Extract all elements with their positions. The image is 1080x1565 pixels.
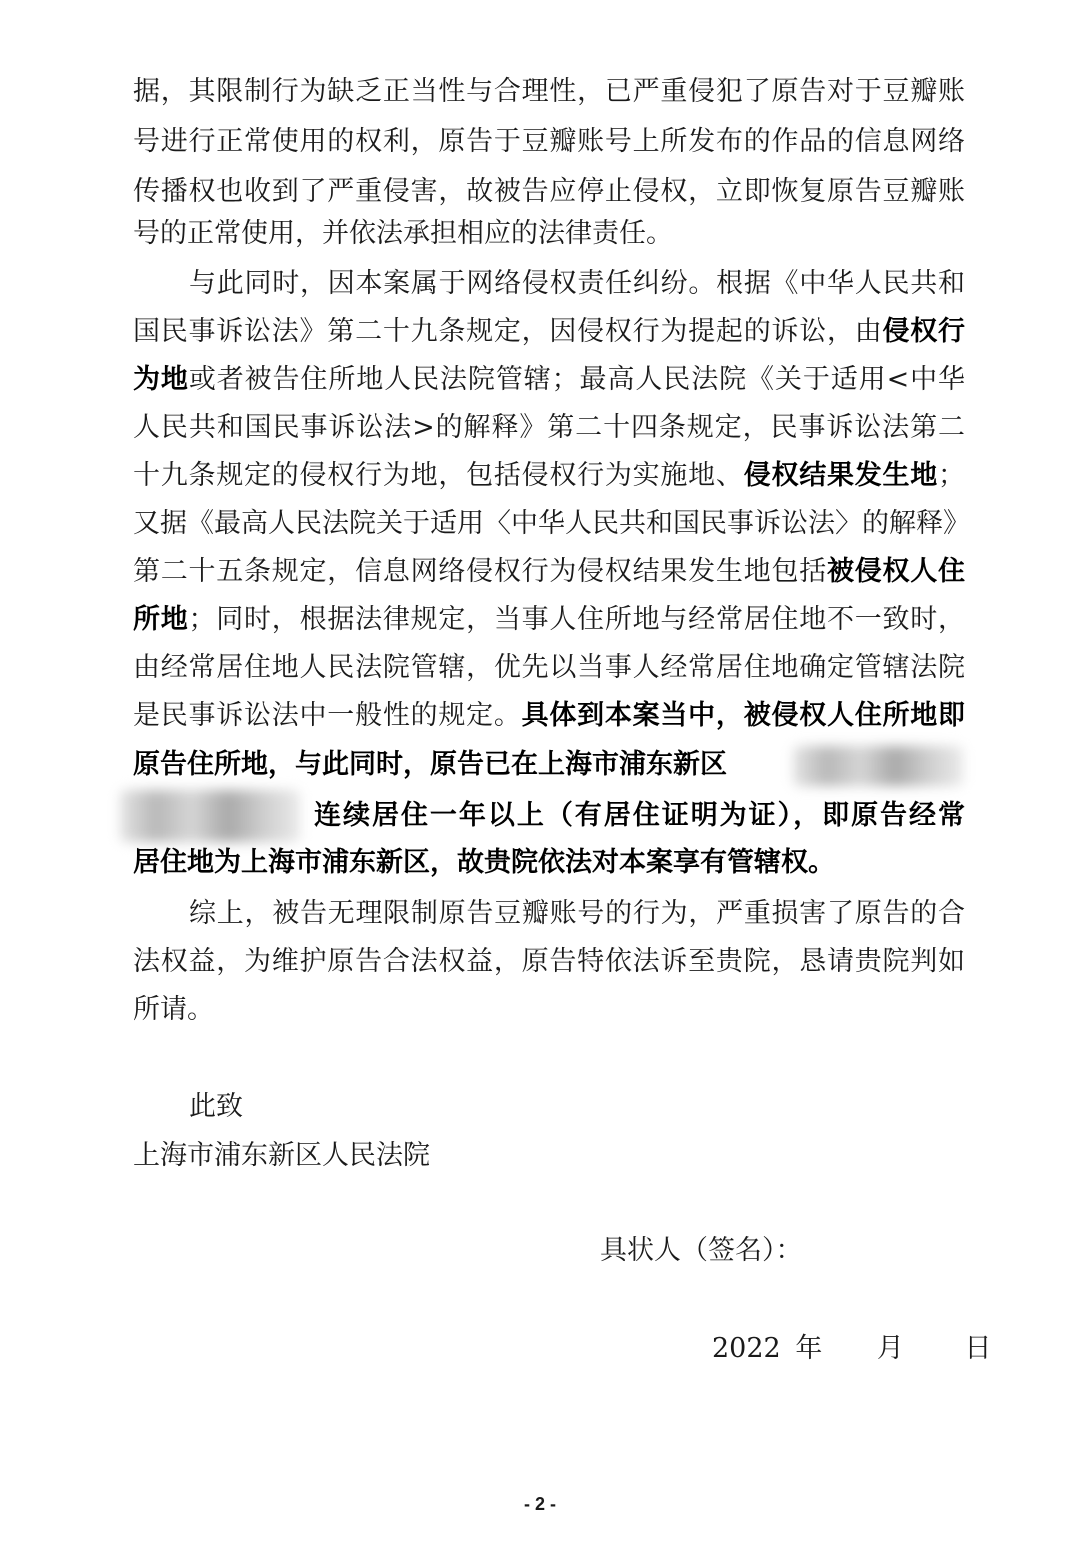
redacted-address	[793, 746, 963, 786]
date-year: 2022	[712, 1333, 781, 1364]
body-line: 原告住所地，与此同时，原告已在上海市浦东新区	[133, 749, 727, 780]
date-year-label: 年	[795, 1333, 823, 1364]
body-line: 据，其限制行为缺乏正当性与合理性，已严重侵犯了原告对于豆瓣账	[133, 76, 965, 107]
body-line: 连续居住一年以上（有居住证明为证），即原告经常	[314, 800, 965, 831]
body-line	[133, 605, 965, 635]
date-line	[712, 1334, 992, 1364]
body-line: 号进行正常使用的权利，原告于豆瓣账号上所发布的作品的信息网络	[133, 126, 965, 157]
body-line: 号的正常使用，并依法承担相应的法律责任。	[133, 218, 673, 249]
text-run: 第二十五条规定，信息网络侵权行为侵权结果发生地包括	[133, 556, 827, 587]
signature-label: 具状人（签名）：	[600, 1235, 803, 1266]
body-line: 由经常居住地人民法院管辖，优先以当事人经常居住地确定管辖法院	[133, 652, 965, 683]
body-line	[133, 365, 965, 395]
date-day-label: 日	[964, 1333, 992, 1364]
emphasis-run: 被侵权人住	[826, 556, 966, 587]
body-line	[133, 317, 965, 347]
body-line: 又据《最高人民法院关于适用〈中华人民共和国民事诉讼法〉的解释》	[133, 508, 970, 539]
emphasis-run: 具体到本案当中，被侵权人住所地即	[521, 700, 966, 731]
salutation: 此致	[189, 1091, 243, 1122]
body-line	[133, 461, 965, 491]
text-run: ；	[938, 460, 966, 491]
page-number: - 2 -	[523, 1494, 556, 1514]
text-run: 是民事诉讼法中一般性的规定。	[133, 700, 522, 731]
emphasis-run: 为地	[133, 364, 189, 395]
body-line: 人民共和国民事诉讼法>的解释》第二十四条规定，民事诉讼法第二	[133, 412, 965, 443]
body-line: 与此同时，因本案属于网络侵权责任纠纷。根据《中华人民共和	[189, 268, 965, 299]
date-month-label: 月	[876, 1333, 904, 1364]
text-run: ；同时，根据法律规定，当事人住所地与经常居住地不一致时，	[188, 604, 966, 635]
emphasis-run: 侵权结果发生地	[743, 460, 939, 491]
body-line: 综上，被告无理限制原告豆瓣账号的行为，严重损害了原告的合	[189, 898, 965, 929]
text-run: 或者被告住所地人民法院管辖；最高人民法院《关于适用<中华	[188, 364, 966, 395]
body-line: 法权益，为维护原告合法权益，原告特依法诉至贵院，恳请贵院判如	[133, 946, 965, 977]
body-line: 传播权也收到了严重侵害，故被告应停止侵权，立即恢复原告豆瓣账	[133, 176, 965, 207]
body-line: 居住地为上海市浦东新区，故贵院依法对本案享有管辖权。	[133, 847, 835, 878]
text-run: 十九条规定的侵权行为地，包括侵权行为实施地、	[133, 460, 744, 491]
court-name: 上海市浦东新区人民法院	[133, 1140, 430, 1171]
body-line	[133, 701, 965, 731]
emphasis-run: 所地	[133, 604, 189, 635]
body-line	[133, 557, 965, 587]
text-run: 国民事诉讼法》第二十九条规定，因侵权行为提起的诉讼，由	[133, 316, 883, 347]
body-line: 所请。	[133, 994, 214, 1025]
emphasis-run: 侵权行	[882, 316, 966, 347]
redacted-address	[120, 790, 300, 842]
